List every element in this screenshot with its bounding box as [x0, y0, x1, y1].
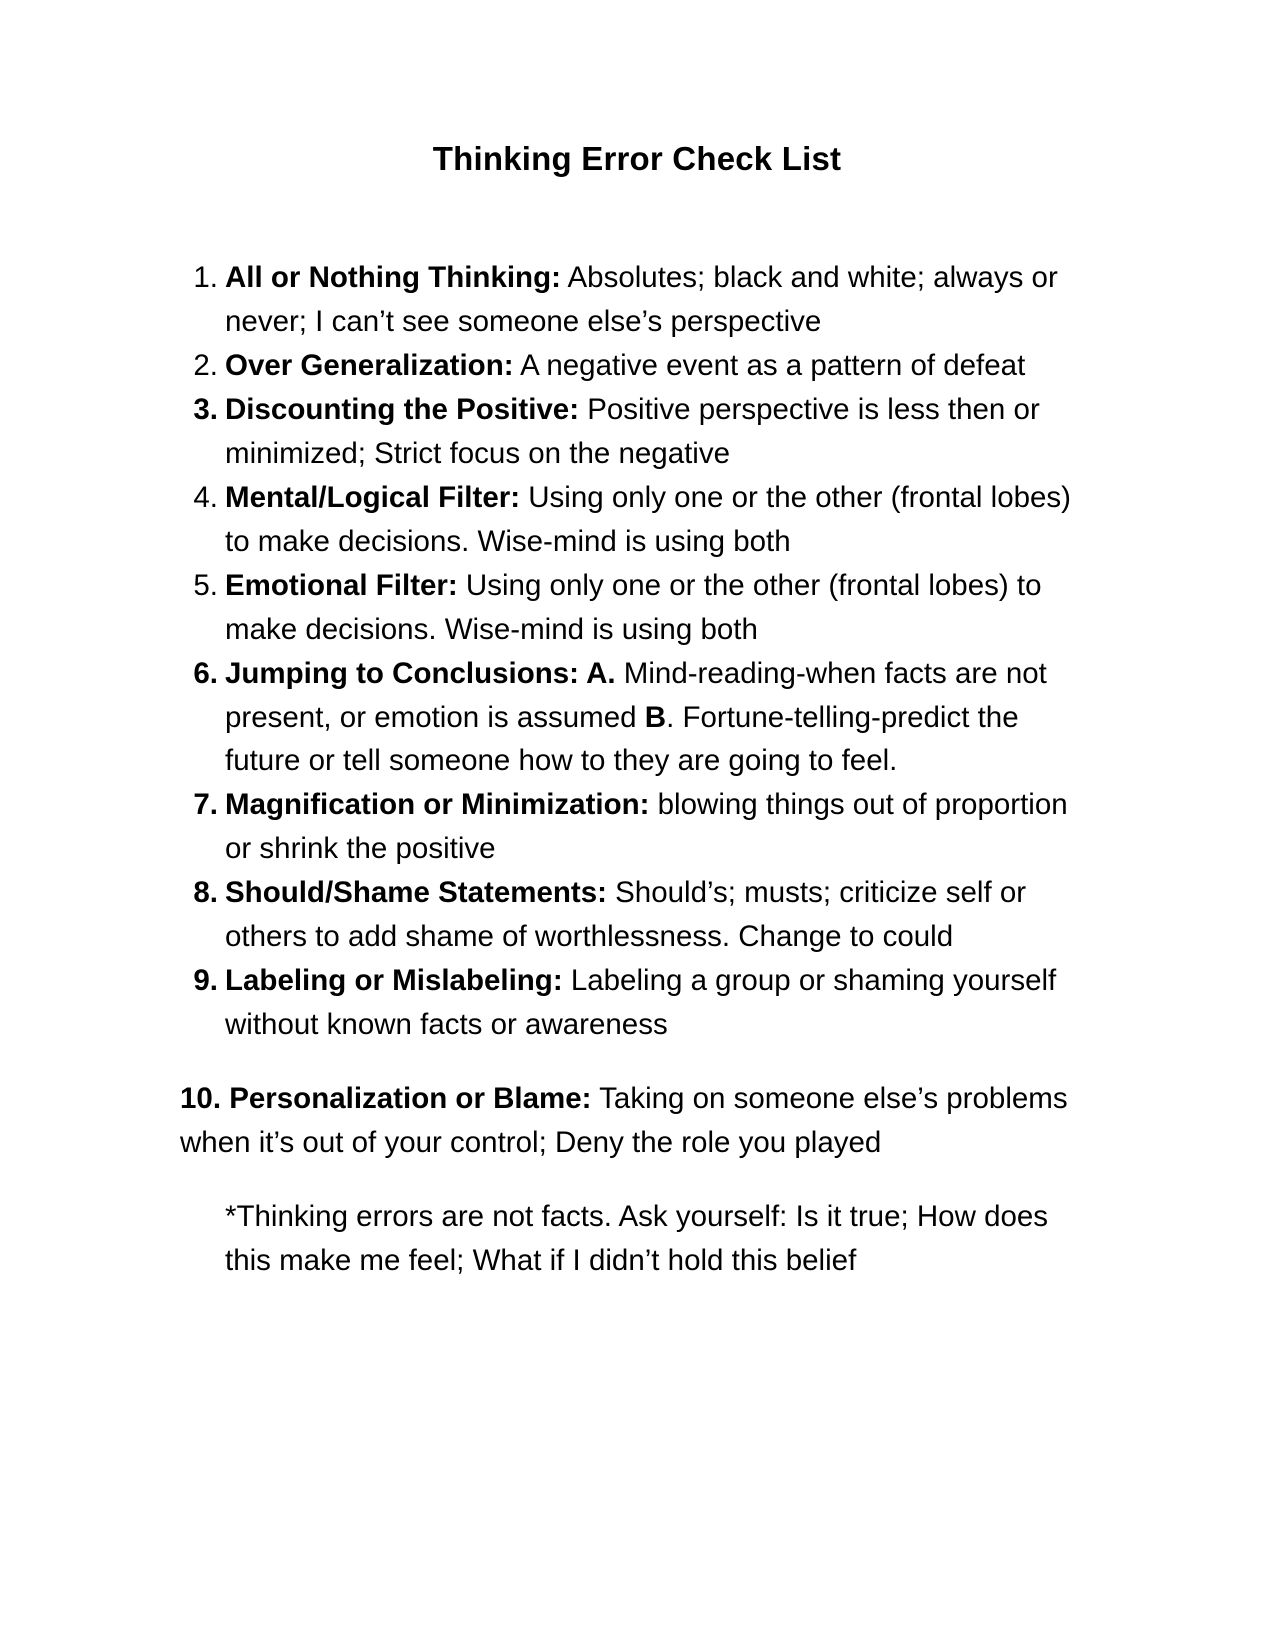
- list-item-description: Positive perspective is less then or minimized; Strict focus on the negative: [225, 392, 1040, 470]
- list-item: [180, 476, 1074, 564]
- list-item-number: 3.: [193, 392, 218, 426]
- list-item-number: 9.: [193, 964, 218, 998]
- list-item-term: Discounting the Positive:: [225, 392, 580, 426]
- list-item: [180, 871, 1074, 959]
- list-item-description: Absolutes; black and white; always or never; I can’t see someone else’s perspective: [225, 261, 1058, 338]
- list-item-number: 2.: [193, 348, 218, 382]
- footnote: *Thinking errors are not facts. Ask yourself: Is it true; How does this make me feel; What if I didn’t hold this belief: [225, 1200, 1049, 1278]
- list-item-number: 4.: [193, 480, 218, 514]
- list-item-term: All or Nothing Thinking:: [225, 261, 561, 294]
- list-item-inline-bold: B: [644, 700, 667, 734]
- list-item-term: Emotional Filter:: [225, 568, 458, 602]
- list-item: [180, 344, 1074, 388]
- list-item-number: 7.: [193, 788, 218, 822]
- page-title: Thinking Error Check List: [432, 140, 842, 177]
- list-item-term: Magnification or Minimization:: [225, 788, 650, 822]
- list-item-term: Jumping to Conclusions: A.: [225, 656, 616, 690]
- list-item: [180, 256, 1074, 344]
- list-item-description: Should’s; musts; criticize self or others to add shame of worthlessness. Change to could: [225, 876, 1027, 954]
- list-item-number: 5.: [193, 568, 218, 602]
- list-item: [180, 564, 1074, 652]
- list-item-number: 8.: [193, 876, 218, 910]
- list-item-description: blowing things out of proportion or shrink the positive: [225, 788, 1068, 866]
- list-item: [180, 783, 1074, 871]
- list-item: [0, 1077, 1274, 1165]
- list-item-number: 1.: [193, 261, 218, 294]
- list-item-description: Labeling a group or shaming yourself without known facts or awareness: [225, 964, 1057, 1042]
- list-item-term: Mental/Logical Filter:: [225, 480, 521, 514]
- thinking-errors-list-block: [0, 256, 1274, 1047]
- list-item-term: Should/Shame Statements:: [225, 876, 607, 910]
- list-item-term: 10. Personalization or Blame:: [180, 1082, 592, 1116]
- thinking-errors-list: [180, 256, 1074, 1047]
- list-item-term: Over Generalization:: [225, 348, 514, 382]
- list-item-number: 6.: [193, 656, 218, 690]
- list-item-description-post: . Fortune-telling-predict the future or tell someone how to they are going to feel.: [225, 700, 1019, 778]
- list-item-description: A negative event as a pattern of defeat: [513, 348, 1026, 382]
- list-item-description: Using only one or the other (frontal lobes) to make decisions. Wise-mind is using both: [225, 568, 1042, 646]
- list-item: [180, 652, 1074, 784]
- list-item-description-pre: Mind-reading-when facts are not present, or emotion is assumed: [225, 656, 1047, 734]
- list-item: [180, 959, 1074, 1047]
- list-item-description: Using only one or the other (frontal lobes) to make decisions. Wise-mind is using both: [225, 480, 1071, 558]
- list-item: [180, 388, 1074, 476]
- list-item-term: Labeling or Mislabeling:: [225, 964, 563, 998]
- list-item-description: Taking on someone else’s problems when it’s out of your control; Deny the role you played: [180, 1082, 1068, 1160]
